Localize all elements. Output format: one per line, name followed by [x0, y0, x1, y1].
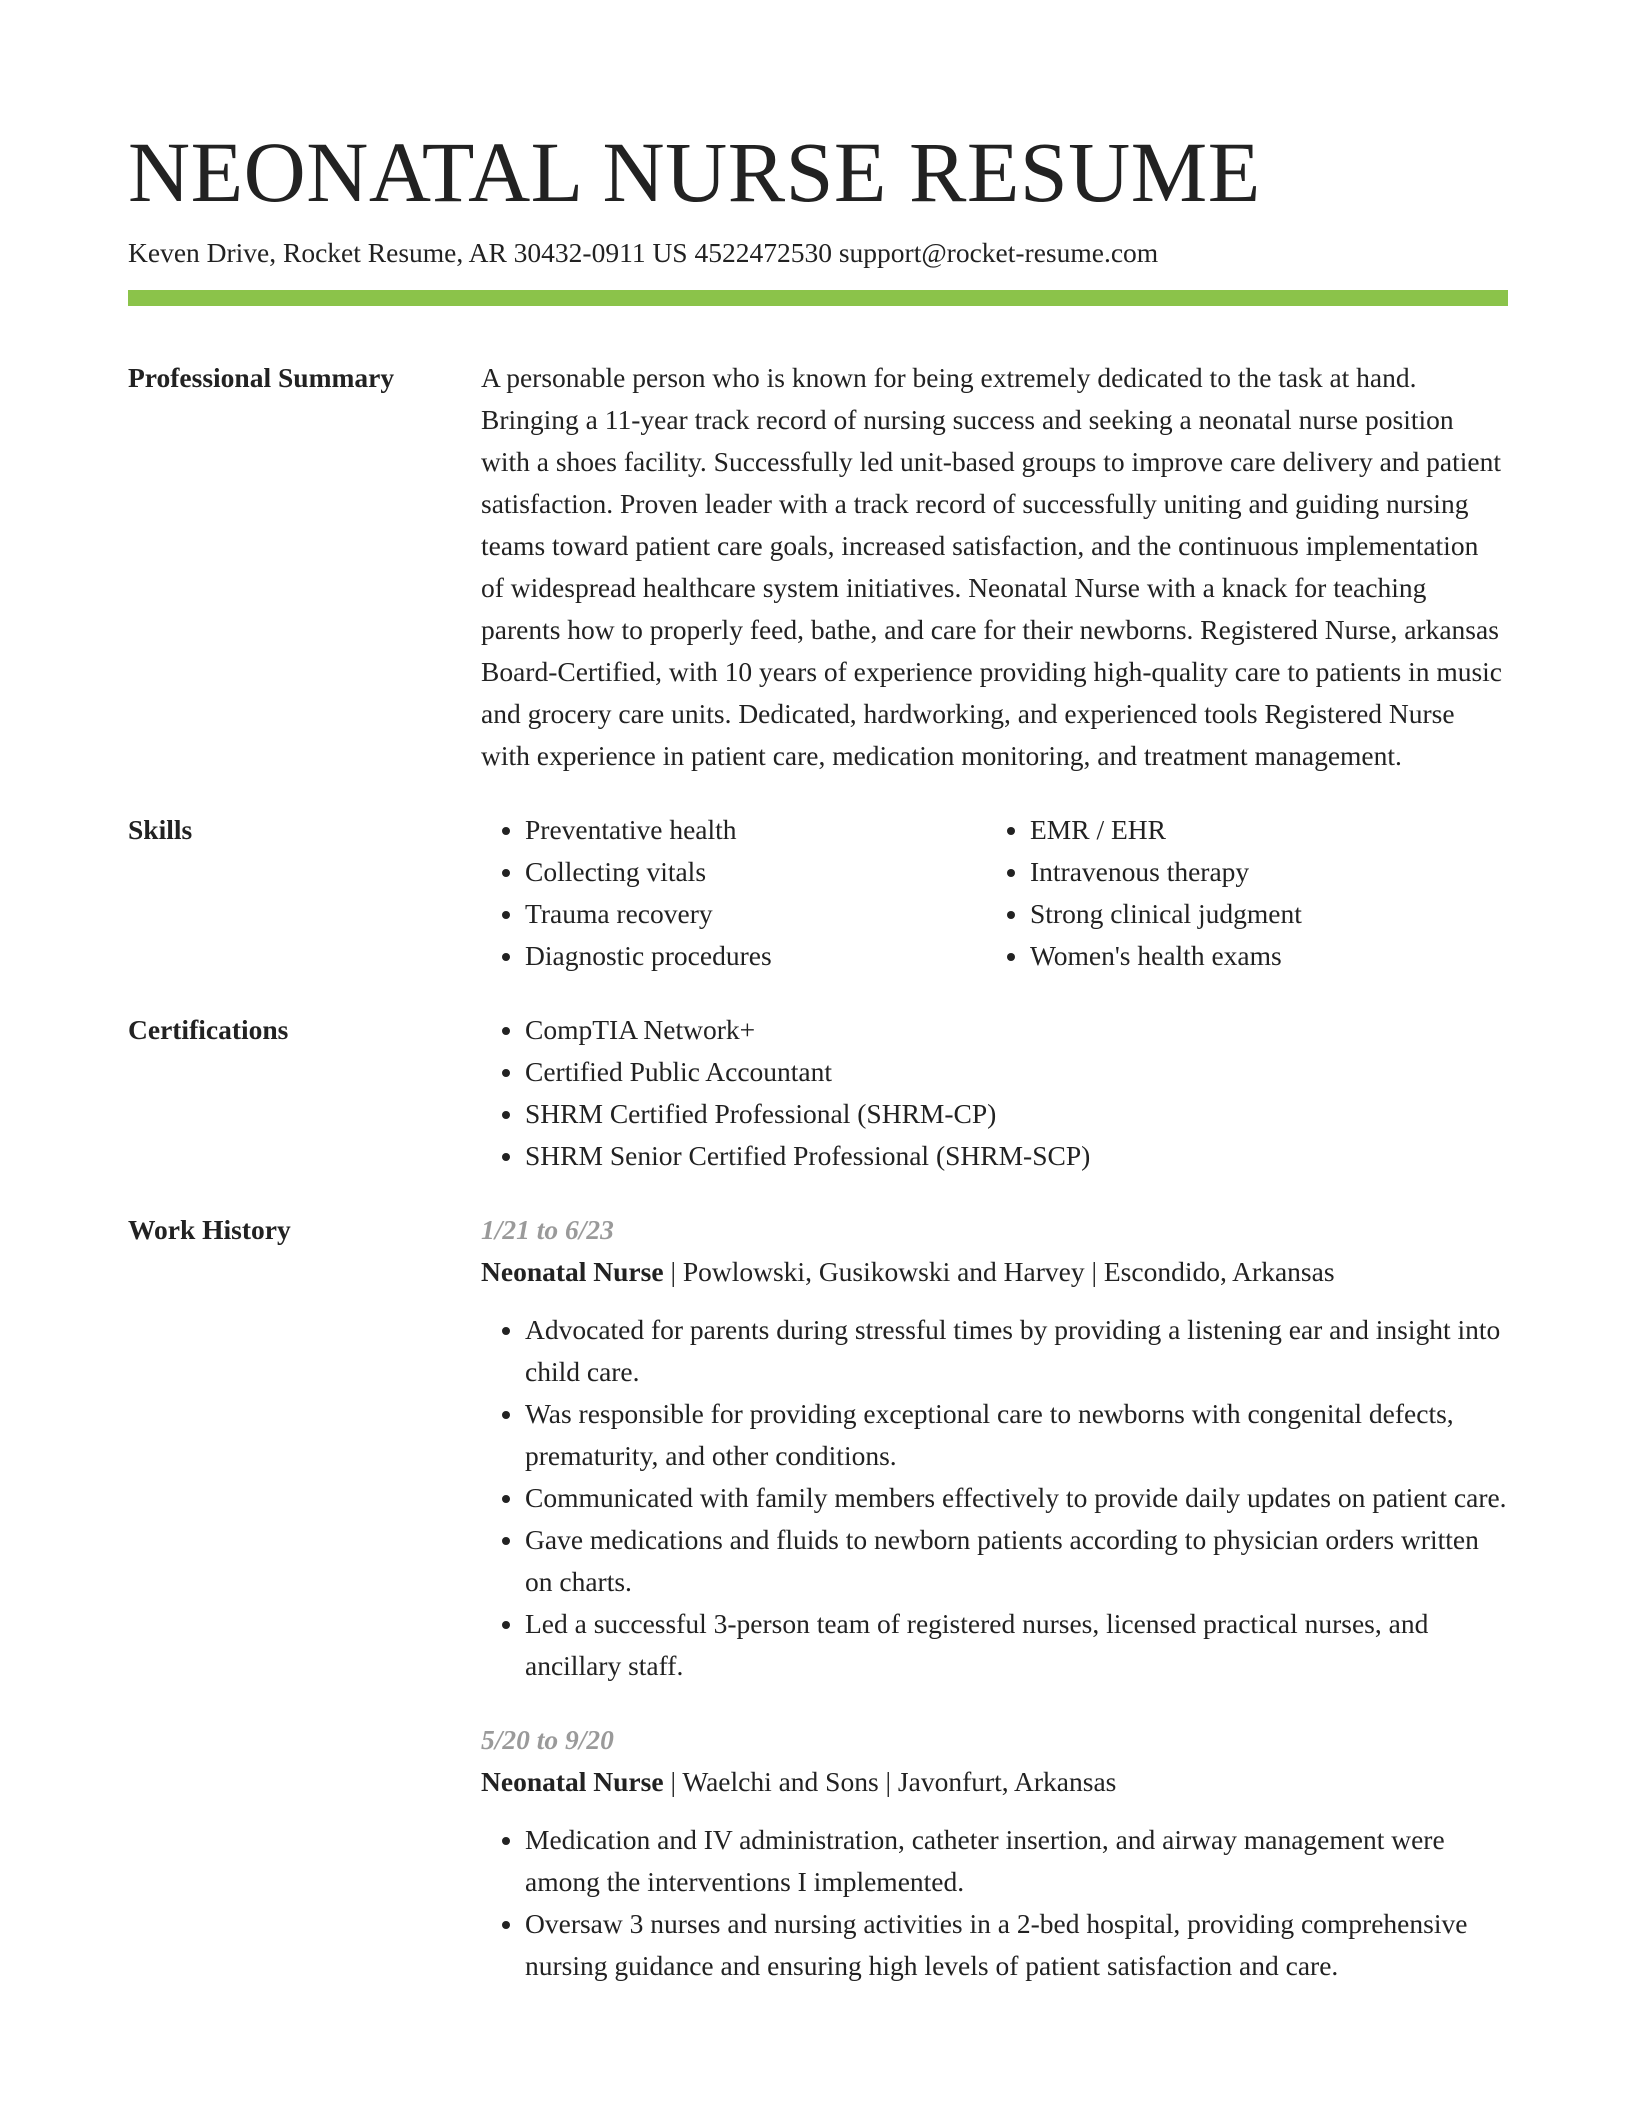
skill-item: • EMR / EHR — [1030, 809, 1491, 851]
skill-item: • Intravenous therapy — [1030, 851, 1491, 893]
contact-line: Keven Drive, Rocket Resume, AR 30432-0911 US 4522472530 support@rocket-resume.com — [128, 237, 1159, 268]
skill-item: • Strong clinical judgment — [1030, 893, 1491, 935]
job-bullet: • Led a successful 3-person team of registered nurses, licensed practical nurses, and ancillary staff. — [525, 1603, 1508, 1687]
job-dates: 1/21 to 6/23 — [481, 1214, 614, 1245]
job-title: Neonatal Nurse — [481, 1256, 664, 1287]
skills-list-left — [481, 809, 986, 977]
work-history-label: Work History — [128, 1214, 291, 1245]
job-dates: 5/20 to 9/20 — [481, 1724, 614, 1755]
skills-section — [128, 809, 1508, 977]
certifications-label: Certifications — [128, 1014, 289, 1045]
skill-item: • Women's health exams — [1030, 935, 1491, 977]
skill-item: • Collecting vitals — [525, 851, 986, 893]
summary-section — [128, 357, 1508, 777]
certification-item: • Certified Public Accountant — [525, 1051, 1508, 1093]
work-history-body — [481, 1209, 1508, 1987]
job-details: | Powlowski, Gusikowski and Harvey | Escondido, Arkansas — [663, 1256, 1335, 1287]
job-bullets — [481, 1819, 1508, 1987]
skill-item: • Preventative health — [525, 809, 986, 851]
resume-page — [128, 0, 1508, 1987]
resume-title: NEONATAL NURSE RESUME — [128, 124, 1261, 220]
certification-item: • CompTIA Network+ — [525, 1009, 1508, 1051]
job-details: | Waelchi and Sons | Javonfurt, Arkansas — [663, 1766, 1117, 1797]
job-bullet: • Gave medications and fluids to newborn patients according to physician orders written on charts. — [525, 1519, 1508, 1603]
job-entry — [481, 1719, 1508, 1987]
certifications-section — [128, 1009, 1508, 1177]
job-entry — [481, 1209, 1508, 1687]
job-bullet: • Oversaw 3 nurses and nursing activities in a 2-bed hospital, providing comprehensive nursing guidance and ensuring high levels of patient satisfaction and care. — [525, 1903, 1508, 1987]
job-bullet: • Advocated for parents during stressful times by providing a listening ear and insight into child care. — [525, 1309, 1508, 1393]
job-heading — [481, 1251, 1508, 1293]
job-bullet: • Was responsible for providing exceptional care to newborns with congenital defects, prematurity, and other conditions. — [525, 1393, 1508, 1477]
header-divider — [128, 290, 1508, 306]
certification-item: • SHRM Certified Professional (SHRM-CP) — [525, 1093, 1508, 1135]
skills-body — [481, 809, 1508, 977]
job-heading — [481, 1761, 1508, 1803]
summary-text: A personable person who is known for being extremely dedicated to the task at hand. Bringing a 11-year track record of nursing success and seeking a neonatal nurse position with a shoes facility. Successfully led unit-based groups to improve care delivery and patient satisfaction. Proven leader with a track record of successfully uniting and guiding nursing teams toward patient care goals, increased satisfaction, and the continuous implementation of widespread healthcare system initiatives. Neonatal Nurse with a knack for teaching parents how to properly feed, bathe, and care for their newborns. Registered Nurse, arkansas Board-Certified, with 10 years of experience providing high-quality care to patients in music and grocery care units. Dedicated, hardworking, and experienced tools Registered Nurse with experience in patient care, medication monitoring, and treatment management. — [481, 362, 1503, 771]
certification-item: • SHRM Senior Certified Professional (SHRM-SCP) — [525, 1135, 1508, 1177]
skills-list-right — [986, 809, 1491, 977]
summary-body — [481, 357, 1508, 777]
skill-item: • Trauma recovery — [525, 893, 986, 935]
job-bullets — [481, 1309, 1508, 1687]
work-history-section — [128, 1209, 1508, 1987]
job-bullet: • Communicated with family members effectively to provide daily updates on patient care. — [525, 1477, 1508, 1519]
certifications-list — [481, 1009, 1508, 1177]
skills-label: Skills — [128, 814, 193, 845]
job-title: Neonatal Nurse — [481, 1766, 664, 1797]
job-bullet: • Medication and IV administration, catheter insertion, and airway management were among the interventions I implemented. — [525, 1819, 1508, 1903]
skill-item: • Diagnostic procedures — [525, 935, 986, 977]
summary-label: Professional Summary — [128, 362, 395, 393]
certifications-body — [481, 1009, 1508, 1177]
